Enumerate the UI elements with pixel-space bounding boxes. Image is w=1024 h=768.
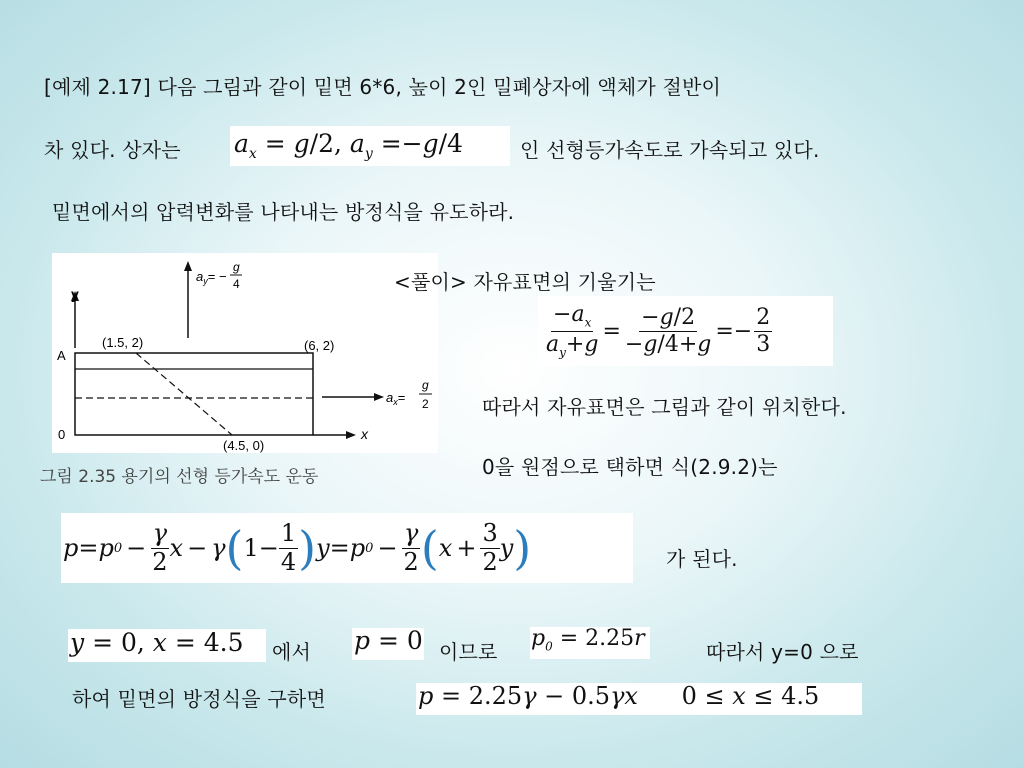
ay-den: 4	[233, 277, 240, 291]
since-text: 이므로	[439, 640, 498, 664]
point-label-1: (1.5, 2)	[102, 335, 144, 350]
acceleration-equation: $a_x = g/2$, $a_y =-g/4$	[230, 126, 510, 166]
ax-den: 2	[422, 397, 429, 411]
where-text: 에서	[272, 640, 312, 664]
label-origin: 0	[58, 427, 66, 442]
bottom-equation: p = 2.25γ − 0.5γx 0 ≤ x ≤ 4.5	[416, 683, 862, 715]
svg-text:ax=	[386, 390, 405, 407]
slope-equation: $\frac{-a_x}{a_y+g}$ = $\frac{-g/2}{-g/4+g}$ =− $\frac{2}{3}$	[538, 296, 833, 366]
figure-caption: 그림 2.35 용기의 선형 등가속도 운동	[40, 467, 319, 487]
problem-line-2-post: 인 선형등가속도로 가속되고 있다.	[520, 138, 820, 162]
ax-num: g	[422, 378, 429, 392]
y-axis-label: y	[71, 286, 79, 302]
x-axis-label: x	[361, 426, 368, 442]
svg-text:ay= −	[196, 269, 227, 286]
condition-xy: y = 0, x = 4.5	[68, 629, 266, 662]
ax-sub: x	[393, 397, 398, 407]
ay-rhs: = −	[207, 269, 227, 284]
therefore-text: 따라서 y=0 으로	[706, 640, 859, 664]
container-figure	[52, 253, 438, 453]
ax-rhs: =	[397, 390, 406, 405]
condition-p-zero: p = 0	[352, 628, 424, 660]
point-label-3: (4.5, 0)	[223, 438, 265, 453]
ax-label: a	[386, 390, 394, 405]
condition-p0: $p_0 = 2.25r$	[530, 627, 650, 659]
ay-label: a	[196, 269, 204, 284]
origin-text: 0을 원점으로 택하면 식(2.9.2)는	[482, 455, 778, 479]
surface-position-text: 따라서 자유표면은 그림과 같이 위치한다.	[482, 395, 847, 419]
ay-sub: y	[203, 276, 208, 286]
solution-intro: <풀이> 자유표면의 기울기는	[394, 270, 656, 294]
ay-num: g	[233, 260, 240, 274]
problem-line-1: [예제 2.17] 다음 그림과 같이 밑면 6*6, 높이 2인 밀폐상자에 액체가 절반이	[44, 75, 721, 99]
label-A: A	[57, 348, 66, 363]
final-line-text: 하여 밑면의 방정식을 구하면	[72, 687, 326, 711]
pressure-equation: p = p 0 − $\frac{\gamma}{2}$ x − γ ( 1− $\frac{1}{4}$ ) y = p 0 − $\frac{\gamma}{2}$ ( x + $\frac{3}{2}$ y )	[61, 513, 633, 583]
problem-line-2-pre: 차 있다. 상자는	[44, 138, 181, 162]
problem-line-3: 밑면에서의 압력변화를 나타내는 방정식을 유도하라.	[52, 200, 515, 224]
point-label-2: (6, 2)	[304, 338, 335, 353]
becomes-text: 가 된다.	[666, 547, 738, 571]
container-diagram	[52, 253, 438, 453]
